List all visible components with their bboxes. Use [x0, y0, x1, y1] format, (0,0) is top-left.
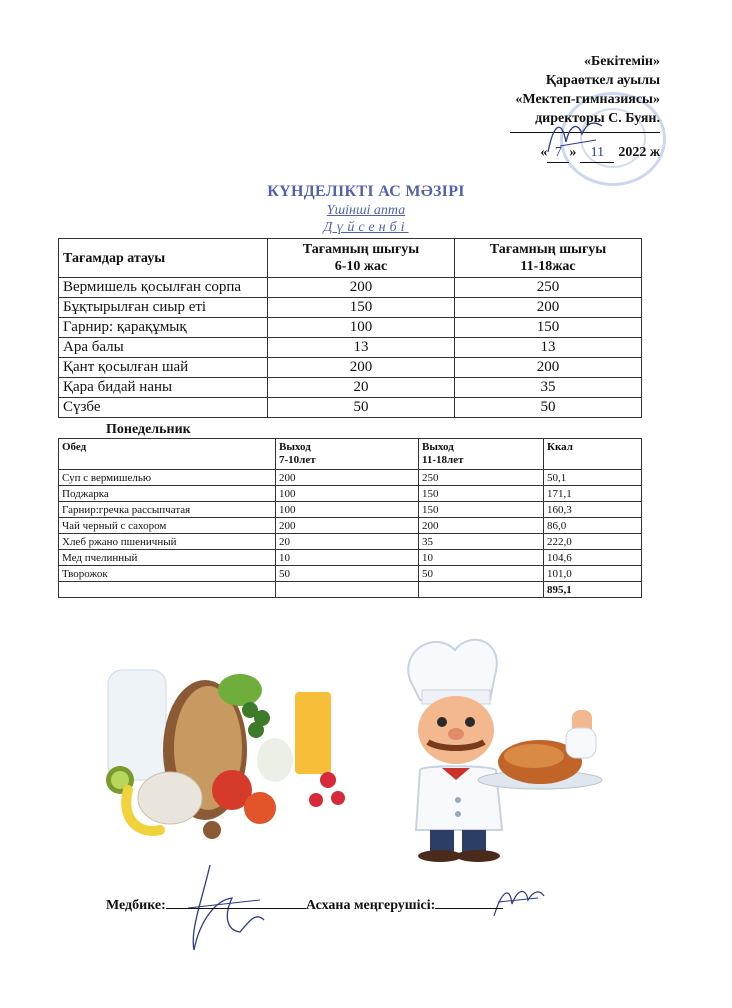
approval-line: директоры С. Буян.: [535, 111, 660, 126]
table-row: [59, 550, 642, 566]
kcal: 101,0: [544, 566, 642, 582]
date-year: 2022 ж: [618, 145, 660, 160]
output-11-18: 10: [419, 550, 544, 566]
column-header-line: Тағамның шығуы: [489, 242, 607, 257]
date-quote-open: «: [540, 145, 548, 160]
nurse-signature-line: [166, 908, 306, 909]
output-11-18: 150: [419, 486, 544, 502]
portion-11-18: 35: [455, 378, 642, 398]
approval-line: «Бекітемін»: [583, 54, 660, 69]
column-header: [268, 239, 455, 278]
kcal: 222,0: [544, 534, 642, 550]
chef-illustration: [390, 630, 620, 865]
kcal: 86,0: [544, 518, 642, 534]
output-7-10: 100: [276, 486, 419, 502]
output-11-18: 250: [419, 470, 544, 486]
portion-11-18: 200: [455, 298, 642, 318]
dish-name: Суп с вермишелью: [59, 470, 276, 486]
portion-6-10: 200: [268, 358, 455, 378]
table-header-row: [59, 439, 642, 470]
table-header-row: [59, 239, 642, 278]
dish-name: Чай черный с сахором: [59, 518, 276, 534]
column-header: Ккал: [544, 439, 642, 470]
output-11-18: 35: [419, 534, 544, 550]
portion-6-10: 13: [268, 338, 455, 358]
empty-cell: [419, 582, 544, 598]
column-header-line: 7-10лет: [279, 454, 316, 466]
table-row: [59, 566, 642, 582]
portion-11-18: 250: [455, 278, 642, 298]
date-quote-close: »: [569, 145, 577, 160]
dish-name: Гарнир:гречка рассыпчатая: [59, 502, 276, 518]
dish-name: Вермишель қосылған сорпа: [59, 278, 268, 298]
portion-6-10: 200: [268, 278, 455, 298]
table-total-row: [59, 582, 642, 598]
portion-11-18: 200: [455, 358, 642, 378]
kitchen-signature-line: [435, 908, 503, 909]
dish-name: Бұқтырылған сиыр еті: [59, 298, 268, 318]
output-11-18: 50: [419, 566, 544, 582]
output-7-10: 200: [276, 470, 419, 486]
column-header: Тағамдар атауы: [59, 239, 268, 278]
approval-line: Қараөткел ауылы: [545, 73, 660, 88]
kcal: 171,1: [544, 486, 642, 502]
column-header-line: 11-18лет: [422, 454, 464, 466]
menu-table-ru: [58, 438, 642, 598]
column-header-line: Выход: [279, 441, 311, 453]
table-row: [59, 486, 642, 502]
table-row: [59, 518, 642, 534]
output-7-10: 200: [276, 518, 419, 534]
menu-table-kz: [58, 238, 642, 418]
page-title: КҮНДЕЛІКТІ АС МӘЗІРІ: [267, 183, 465, 200]
portion-11-18: 13: [455, 338, 642, 358]
kcal: 104,6: [544, 550, 642, 566]
column-header-line: 6-10 жас: [334, 259, 388, 274]
column-header-line: 11-18жас: [520, 259, 576, 274]
output-7-10: 10: [276, 550, 419, 566]
column-header: [419, 439, 544, 470]
column-header: [455, 239, 642, 278]
table-row: [59, 378, 642, 398]
column-header: Обед: [59, 439, 276, 470]
table-row: [59, 470, 642, 486]
nurse-label: Медбике:: [106, 898, 166, 913]
portion-11-18: 50: [455, 398, 642, 418]
healthy-food-illustration: [100, 630, 360, 860]
output-7-10: 20: [276, 534, 419, 550]
kcal: 50,1: [544, 470, 642, 486]
dish-name: Поджарка: [59, 486, 276, 502]
table-row: [59, 338, 642, 358]
table-row: [59, 278, 642, 298]
date-month: 11: [580, 143, 614, 163]
output-11-18: 200: [419, 518, 544, 534]
portion-6-10: 150: [268, 298, 455, 318]
approval-line: «Мектеп-гимназиясы»: [515, 92, 660, 107]
kcal-total: 895,1: [544, 582, 642, 598]
table-row: [59, 502, 642, 518]
empty-cell: [276, 582, 419, 598]
table-row: [59, 318, 642, 338]
dish-name: Қара бидай наны: [59, 378, 268, 398]
portion-6-10: 20: [268, 378, 455, 398]
column-header-line: Выход: [422, 441, 454, 453]
output-11-18: 150: [419, 502, 544, 518]
date-day: 7: [547, 143, 569, 163]
output-7-10: 100: [276, 502, 419, 518]
table-row: [59, 398, 642, 418]
signature-footer: [106, 898, 503, 914]
director-signature: [540, 112, 610, 162]
menu-header: [0, 183, 732, 236]
table-row: [59, 298, 642, 318]
portion-6-10: 100: [268, 318, 455, 338]
kcal: 160,3: [544, 502, 642, 518]
column-header-line: Тағамның шығуы: [302, 242, 420, 257]
dish-name: Хлеб ржано пшеничный: [59, 534, 276, 550]
table-caption: Понедельник: [106, 422, 191, 437]
dish-name: Творожок: [59, 566, 276, 582]
day-label: Дүйсенбі: [323, 220, 409, 235]
empty-cell: [59, 582, 276, 598]
dish-name: Қант қосылған шай: [59, 358, 268, 378]
dish-name: Гарнир: қарақұмық: [59, 318, 268, 338]
portion-6-10: 50: [268, 398, 455, 418]
table-row: [59, 534, 642, 550]
column-header: [276, 439, 419, 470]
dish-name: Мед пчелинный: [59, 550, 276, 566]
table-row: [59, 358, 642, 378]
portion-11-18: 150: [455, 318, 642, 338]
kitchen-manager-label: Асхана меңгерушісі:: [305, 898, 436, 913]
dish-name: Сүзбе: [59, 398, 268, 418]
dish-name: Ара балы: [59, 338, 268, 358]
week-label: Үшінші апта: [326, 203, 406, 218]
output-7-10: 50: [276, 566, 419, 582]
